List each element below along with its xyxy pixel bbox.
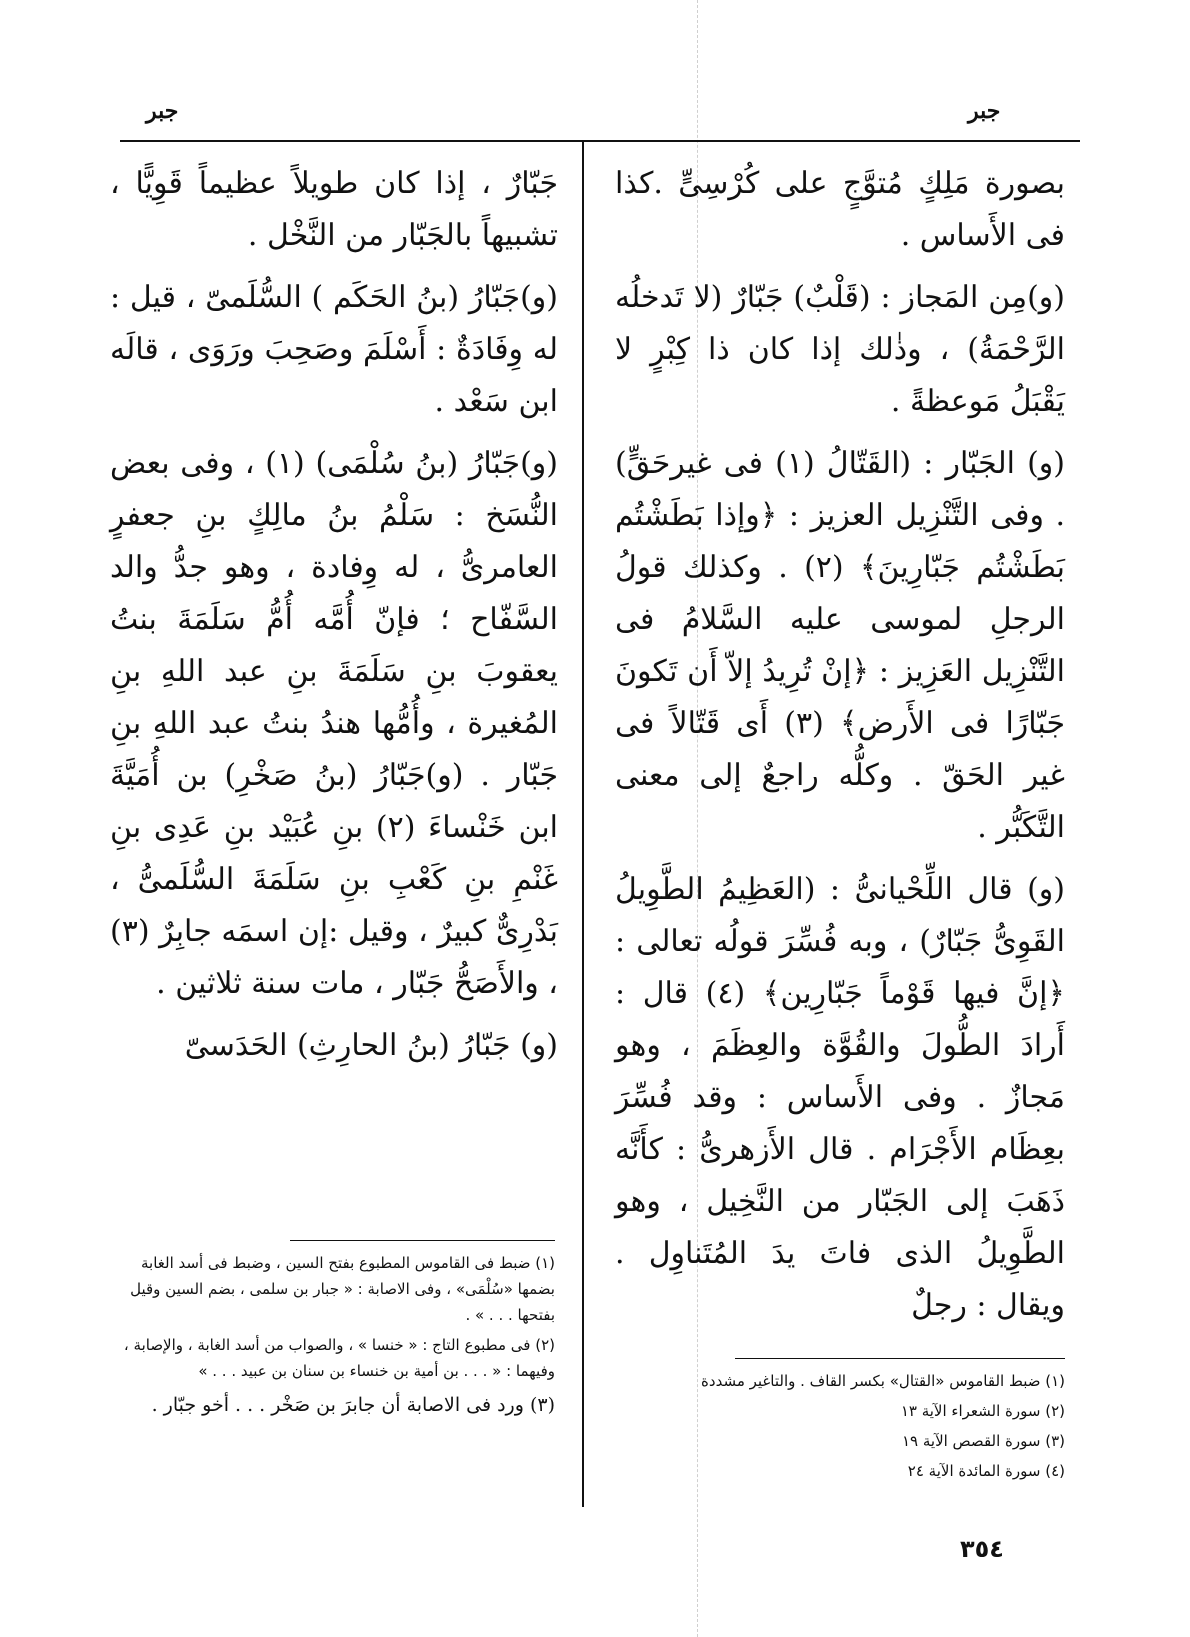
paragraph: جَبّارٌ ، إذا كان طويلاً عظيماً قَوِيًّا ، تشبيهاً بالجَبّار من النَّخْل .: [110, 166, 558, 253]
left-column: [110, 158, 558, 1082]
footnote-rule-left: [290, 1240, 555, 1241]
header-keyword-left: جبر: [146, 98, 179, 124]
page-number: ٣٥٤: [960, 1535, 1004, 1563]
paragraph: (و) جَبّارُ (بنُ الحارِثِ) الحَدَسىّ: [184, 1028, 558, 1063]
footnotes-right: [630, 1368, 1065, 1488]
footnote: (٣) ورد فى الاصابة أن جابرَ بن صَخْر . . . أخو جبّار .: [151, 1394, 555, 1416]
footnote: (٢) سورة الشعراء الآية ١٣: [900, 1402, 1065, 1420]
footnote: (١) ضبط القاموس «القتال» بكسر القاف . والتاغير مشددة: [701, 1372, 1065, 1390]
paragraph: (و) قال اللِّحْيانىُّ : (العَظِيمُ الطَّوِيلُ القَوِىُّ جَبّارٌ) ، وبه فُسِّرَ قولُه تعالى : ﴿إنَّ فيها قَوْماً جَبّارِين﴾ (٤) قال : أَرادَ الطُّولَ والقُوَّة والعِظَمَ ، وهو مَجازٌ . وفى الأَساس : وقد فُسِّرَ بعِظَام الأَجْرَام . قال الأَزهرىُّ : كأَنَّه ذَهَبَ إلى الجَبّار من النَّخِيل ، وهو الطَّوِيلُ الذى فاتَ يدَ المُتَناوِل . ويقال : رجلٌ: [615, 872, 1065, 1323]
paragraph: (و)جَبّارُ (بنُ سُلْمَى) (١) ، وفى بعض النُّسَخ : سَلْمُ بنُ مالِكٍ بنِ جعفرٍ العامرىُّ ، له وِفادة ، وهو جدُّ والد السَّفّاح ؛ فإنّ أُمَّه أُمُّ سَلَمَةَ بنتُ يعقوبَ بنِ سَلَمَةَ بنِ عبد اللهِ بنِ المُغيرة ، وأُمُّها هندُ بنتُ عبد اللهِ بنِ جَبّار . (و)جَبّارُ (بنُ صَخْرِ) بن أُمَيَّةَ ابن خَنْساءَ (٢) بنِ عُبَيْد بنِ عَدِى بنِ غَنْمِ بنِ كَعْبِ بنِ سَلَمَةَ السُّلَمىُّ ، بَدْرِىٌّ كبيرٌ ، وقيل :إن اسمَه جابِرٌ (٣) ، والأَصَحُّ جَبّار ، مات سنة ثلاثين .: [110, 446, 559, 1001]
header-rule: [120, 140, 1080, 142]
footnotes-left: [110, 1250, 555, 1426]
footnote: (٢) فى مطبوع التاج : « خنسا » ، والصواب من أسد الغابة ، والإصابة ، وفيهما : « . . . بن أمية بن خنساء بن سنان بن عبيد . . . »: [123, 1336, 555, 1380]
footnote: (٣) سورة القصص الآية ١٩: [901, 1432, 1065, 1450]
paragraph: (و) الجَبّار : (القَتّالُ (١) فى غيرحَقٍّ) . وفى التَّنْزِيل العزيز : ﴿وإذا بَطَشْتُم بَطَشْتُم جَبّارِينَ﴾ (٢) . وكذلك قولُ الرجلِ لموسى عليه السَّلامُ فى التَّنْزِيل العَزِيز : ﴿إنْ تُرِيدُ إلاّ أَن تَكونَ جَبّارًا فى الأَرض﴾ (٣) أَى قَتّالاً فى غير الحَقّ . وكلُّه راجعٌ إلى معنى التَّكَبُّر .: [615, 446, 1065, 845]
footnote: (١) ضبط فى القاموس المطبوع بفتح السين ، وضبط فى أسد الغابة بضمها «سُلْمَى» ، وفى الاصابة : « جبار بن سلمى ، بضم السين وقيل بفتحها . . . » .: [130, 1254, 555, 1324]
right-column: [615, 158, 1065, 1342]
footnote-rule-right: [735, 1358, 1065, 1359]
paragraph: (و)مِن المَجاز : (قَلْبٌ) جَبّارٌ (لا تَدخلُه الرَّحْمَةُ) ، وذٰلك إذا كان ذا كِبْرٍ لا يَقْبَلُ مَوعظةً .: [615, 280, 1065, 419]
footnote: (٤) سورة المائدة الآية ٢٤: [907, 1462, 1065, 1480]
column-divider: [582, 142, 584, 1507]
paragraph: (و)جَبّارُ (بنُ الحَكَم ) السُّلَمىّ ، قيل : له وِفَادَةٌ : أَسْلَمَ وصَحِبَ ورَوَى ، قالَه ابن سَعْد .: [110, 280, 558, 419]
header-keyword-right: جبر: [968, 98, 1001, 124]
paragraph: بصورة مَلِكٍ مُتوَّجٍ على كُرْسِىٍّ .كذا فى الأَساس .: [615, 166, 1065, 253]
